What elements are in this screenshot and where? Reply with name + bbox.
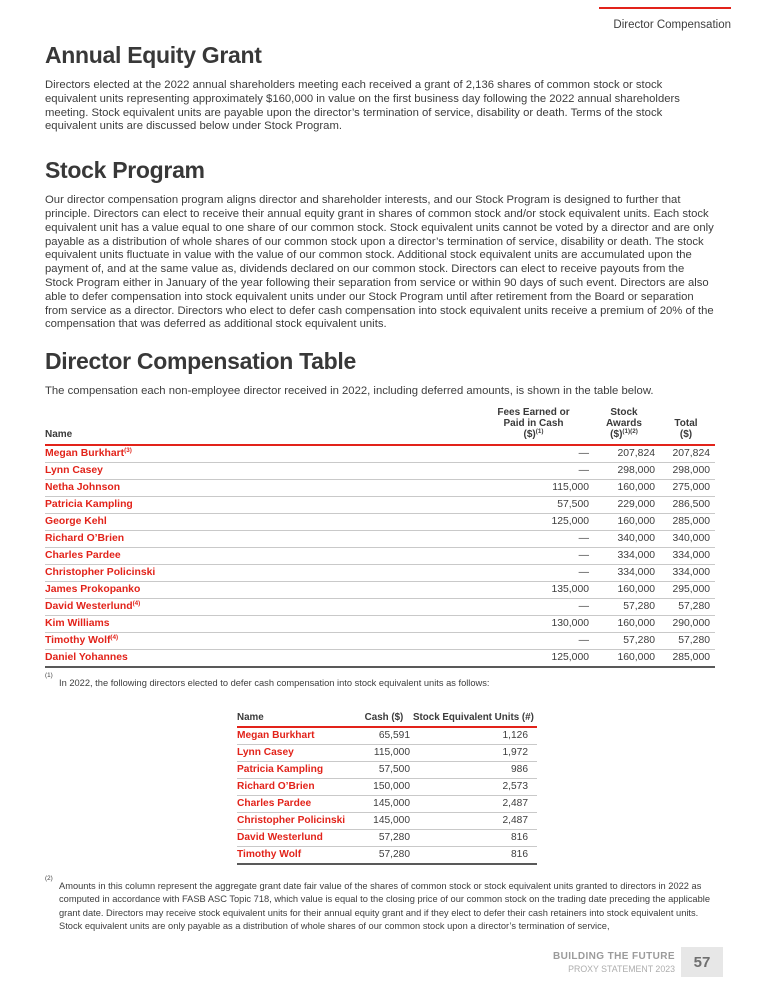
fees-cell: 125,000	[476, 649, 591, 667]
cash-cell: 57,280	[355, 847, 413, 865]
comp-table-header-row	[45, 407, 715, 445]
table-row	[45, 581, 715, 598]
cash-cell: 145,000	[355, 813, 413, 830]
fees-cell: —	[476, 632, 591, 649]
name-cell: David Westerlund$^{(4)}$	[45, 598, 476, 615]
total-cell: 285,000	[657, 513, 715, 530]
table-row	[45, 632, 715, 649]
comp-table-body	[45, 445, 715, 667]
units-cell: 986	[413, 762, 537, 779]
table-row	[237, 847, 537, 865]
stock-cell: 229,000	[591, 496, 657, 513]
units-cell: 1,972	[413, 745, 537, 762]
table-row	[237, 745, 537, 762]
fees-cell: —	[476, 564, 591, 581]
stock-cell: 207,824	[591, 445, 657, 463]
footer-tagline: BUILDING THE FUTURE	[552, 951, 675, 962]
name-cell: Timothy Wolf$^{(4)}$	[45, 632, 476, 649]
units-cell: 2,573	[413, 779, 537, 796]
fees-cell: —	[476, 530, 591, 547]
stock-cell: 160,000	[591, 581, 657, 598]
deferral-table	[237, 712, 537, 865]
total-cell: 334,000	[657, 564, 715, 581]
footnote-2: (2) Amounts in this column represent the aggregate grant date fair value of the shares of common stock or stock equivalent units granted to directors in 2022 as computed in accordance with FASB ASC Topic 718, which value is equal to the closing price of our common stock on the trading date preceding the applicable grant date. Directors may receive stock equivalent units for their annual equity grant and if they elect to defer their cash retainers into stock equivalent units. Stock equivalent units are only payable as a distribution of whole shares of our common stock upon a director’s termination of service,	[45, 875, 710, 931]
fees-cell: 130,000	[476, 615, 591, 632]
page-content	[45, 0, 715, 933]
stock-program-paragraph: Our director compensation program aligns director and shareholder interests, and our Stock Program is designed to further that principle. Directors can elect to receive their annual equity grant in shares of common stock and/or stock equivalent units. Each stock equivalent unit has a value equal to one share of our common stock. Stock equivalent units cannot be voted by a director and are only payable as a distribution of whole shares of our common stock upon a director’s termination of service, disability or death. The stock equivalent units fluctuate in value with the value of our common stock. Additional stock equivalent units are accumulated upon the payment of, and at the same value as, dividends declared on our common stock. Directors can elect to receive payouts from the Stock Program either in January of the year following their separation from service or within 90 days of such event. Directors are also able to defer compensation into stock equivalent units under our Stock Program until after retirement from the Board or separation from service as a director. Directors who elect to defer cash compensation into stock equivalent units receive a premium of 20% of the compensation that was deferred as additional stock equivalent units.	[45, 194, 714, 331]
stock-cell: 160,000	[591, 649, 657, 667]
cash-cell: 65,591	[355, 727, 413, 745]
column-header-name: Name	[45, 407, 476, 445]
column-header-total: Total ($)	[657, 407, 715, 445]
name-cell: Patricia Kampling	[45, 496, 476, 513]
table-row	[237, 813, 537, 830]
column-header-stock-equivalent-units: Stock Equivalent Units (#)	[413, 712, 537, 727]
table-row	[237, 796, 537, 813]
heading-director-compensation-table: Director Compensation Table	[45, 348, 356, 375]
total-cell: 340,000	[657, 530, 715, 547]
name-cell: Christopher Policinski	[45, 564, 476, 581]
stock-cell: 57,280	[591, 598, 657, 615]
table-row	[237, 779, 537, 796]
fees-cell: —	[476, 445, 591, 463]
name-cell: Lynn Casey	[45, 462, 476, 479]
table-intro-paragraph: The compensation each non-employee director received in 2022, including deferred amounts, is shown in the table below.	[45, 385, 654, 398]
table-row	[237, 727, 537, 745]
name-cell: Richard O’Brien	[237, 779, 355, 796]
name-cell: Daniel Yohannes	[45, 649, 476, 667]
name-cell: Megan Burkhart$^{(3)}$	[45, 445, 476, 463]
fees-cell: 115,000	[476, 479, 591, 496]
fees-cell: 125,000	[476, 513, 591, 530]
table-row	[45, 598, 715, 615]
table-row	[45, 445, 715, 463]
name-cell: Richard O’Brien	[45, 530, 476, 547]
column-header-stock-awards: Stock Awards ($)$^{(1)(2)}$	[591, 407, 657, 445]
table-row	[45, 479, 715, 496]
name-cell: Timothy Wolf	[237, 847, 355, 865]
cash-cell: 57,280	[355, 830, 413, 847]
name-cell: Christopher Policinski	[237, 813, 355, 830]
total-cell: 275,000	[657, 479, 715, 496]
stock-cell: 340,000	[591, 530, 657, 547]
total-cell: 290,000	[657, 615, 715, 632]
name-cell: Kim Williams	[45, 615, 476, 632]
units-cell: 2,487	[413, 813, 537, 830]
total-cell: 285,000	[657, 649, 715, 667]
total-cell: 334,000	[657, 547, 715, 564]
name-cell: Charles Pardee	[45, 547, 476, 564]
column-header-name: Name	[237, 712, 355, 727]
stock-cell: 160,000	[591, 615, 657, 632]
heading-stock-program: Stock Program	[45, 157, 205, 184]
total-cell: 57,280	[657, 598, 715, 615]
fees-cell: 135,000	[476, 581, 591, 598]
table-row	[45, 462, 715, 479]
units-cell: 816	[413, 830, 537, 847]
table-row	[45, 615, 715, 632]
table-row	[45, 649, 715, 667]
fees-cell: 57,500	[476, 496, 591, 513]
table-row	[45, 530, 715, 547]
director-compensation-table	[45, 407, 715, 668]
footnote-ref: (3)	[124, 446, 132, 454]
fees-cell: —	[476, 598, 591, 615]
running-header: Director Compensation	[613, 19, 731, 31]
total-cell: 57,280	[657, 632, 715, 649]
footnote-1: (1) In 2022, the following directors elected to defer cash compensation into stock equivalent units as follows:	[45, 671, 490, 688]
page-number: 57	[693, 953, 711, 971]
table-row	[45, 564, 715, 581]
stock-cell: 160,000	[591, 479, 657, 496]
total-cell: 295,000	[657, 581, 715, 598]
units-cell: 1,126	[413, 727, 537, 745]
fees-cell: —	[476, 547, 591, 564]
table-row	[45, 496, 715, 513]
deferral-table-body	[237, 727, 537, 864]
footer	[553, 951, 675, 974]
footnote-ref: (1)	[535, 427, 544, 435]
total-cell: 298,000	[657, 462, 715, 479]
fees-cell: —	[476, 462, 591, 479]
cash-cell: 57,500	[355, 762, 413, 779]
name-cell: Netha Johnson	[45, 479, 476, 496]
column-header-fees: Fees Earned or Paid in Cash ($)$^{(1)}$	[476, 407, 591, 445]
page-number-box	[681, 947, 723, 977]
total-cell: 286,500	[657, 496, 715, 513]
name-cell: James Prokopanko	[45, 581, 476, 598]
name-cell: Megan Burkhart	[237, 727, 355, 745]
table-row	[45, 513, 715, 530]
stock-cell: 298,000	[591, 462, 657, 479]
footnote-ref: (4)	[110, 633, 119, 641]
annual-equity-grant-paragraph: Directors elected at the 2022 annual shareholders meeting each received a grant of 2,136 shares of common stock or stock equivalent units representing approximately $160,000 in value on the first business day following the 2022 annual shareholders meeting. Stock equivalent units are payable upon the director’s termination of service, disability or death. Terms of the stock equivalent units are discussed below under Stock Program.	[45, 79, 680, 133]
stock-cell: 334,000	[591, 564, 657, 581]
name-cell: George Kehl	[45, 513, 476, 530]
stock-cell: 57,280	[591, 632, 657, 649]
name-cell: Lynn Casey	[237, 745, 355, 762]
cash-cell: 115,000	[355, 745, 413, 762]
footnote-ref: (1)(2)	[622, 427, 638, 435]
stock-cell: 160,000	[591, 513, 657, 530]
cash-cell: 150,000	[355, 779, 413, 796]
column-header-cash: Cash ($)	[355, 712, 413, 727]
cash-cell: 145,000	[355, 796, 413, 813]
table-row	[237, 762, 537, 779]
heading-annual-equity-grant: Annual Equity Grant	[45, 42, 262, 68]
units-cell: 816	[413, 847, 537, 865]
table-row	[237, 830, 537, 847]
total-cell: 207,824	[657, 445, 715, 463]
name-cell: Charles Pardee	[237, 796, 355, 813]
table-row	[45, 547, 715, 564]
footer-subtitle: PROXY STATEMENT 2023	[568, 964, 675, 974]
footnote-ref: (4)	[132, 599, 141, 607]
deferral-table-header-row	[237, 712, 537, 727]
units-cell: 2,487	[413, 796, 537, 813]
stock-cell: 334,000	[591, 547, 657, 564]
name-cell: David Westerlund	[237, 830, 355, 847]
name-cell: Patricia Kampling	[237, 762, 355, 779]
